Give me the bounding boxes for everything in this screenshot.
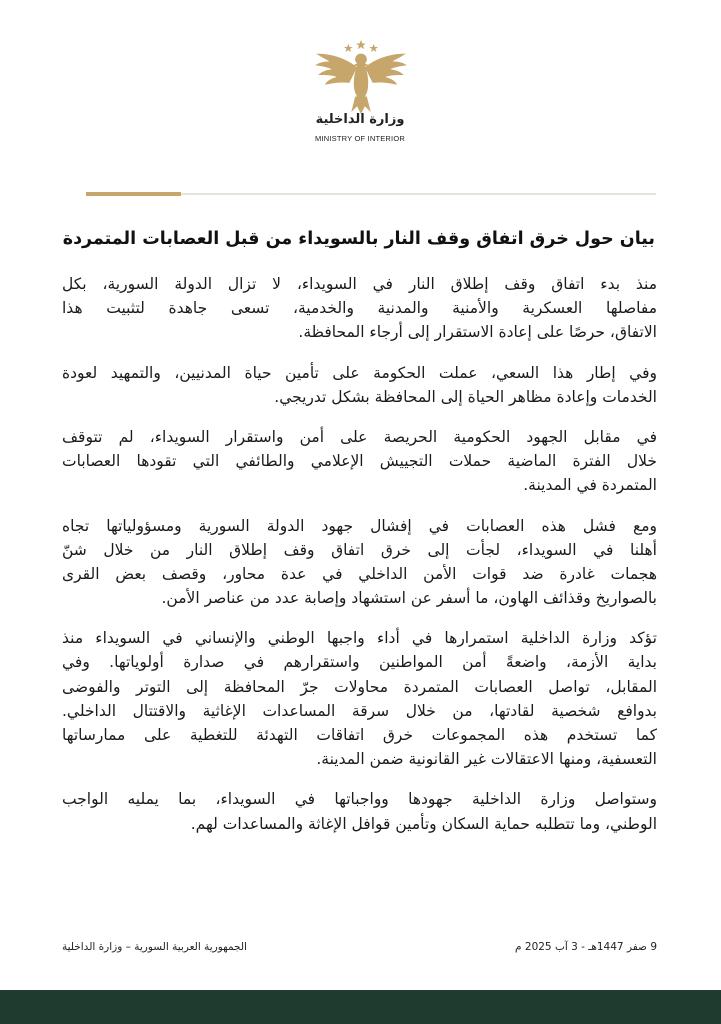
paragraph-line: المتمردة في المدينة. xyxy=(523,476,657,495)
ministry-name-arabic: وزارة الداخلية xyxy=(315,112,405,127)
statement-paragraph xyxy=(62,787,657,835)
ministry-name-english: MINISTRY OF INTERIOR xyxy=(315,134,405,143)
paragraph-line: التعسفية، ومنها الاعتقالات غير القانونية ضمن المدينة. xyxy=(316,750,657,769)
statement-title: بيان حول خرق اتفاق وقف النار بالسويداء من قبل العصابات المتمردة xyxy=(62,229,655,249)
statement-body xyxy=(62,272,657,852)
paragraph-line: الخدمات وإعادة مظاهر الحياة إلى المحافظة بشكل تدريجي. xyxy=(274,387,657,406)
paragraph-line: وستواصل وزارة الداخلية جهودها وواجباتها في السويداء، بما يمليه الواجب xyxy=(62,790,657,809)
statement-paragraph xyxy=(62,626,657,771)
footer-issuer: الجمهورية العربية السورية – وزارة الداخلية xyxy=(62,941,247,953)
statement-paragraph xyxy=(62,514,657,611)
paragraph-line: أهلنا في السويداء، لجأت إلى خرق اتفاق وقف إطلاق النار من خلال شنّ xyxy=(62,540,657,559)
statement-paragraph xyxy=(62,272,657,345)
paragraph-line: خلال الفترة الماضية حملات التجييش الإعلامي والطائفي التي تقودها العصابات xyxy=(62,452,657,471)
paragraph-line: بدوافع شخصية لقادتها، من خلال سرقة المساعدات الإغاثية والاقتتال الداخلي. xyxy=(62,701,657,720)
paragraph-line: الاتفاق، حرصًا على إعادة الاستقرار إلى أرجاء المحافظة. xyxy=(298,323,657,342)
paragraph-line: الوطني، وما تتطلبه حماية السكان وتأمين قوافل الإغاثة والمساعدات لهم. xyxy=(190,814,657,833)
paragraph-line: في مقابل الجهود الحكومية الحريصة على أمن واستقرار السويداء، لم تتوقف xyxy=(62,427,657,446)
golden-eagle-emblem-icon xyxy=(312,38,410,116)
paragraph-line: وفي إطار هذا السعي، عملت الحكومة على تأمين حياة المدنيين، والتمهيد لعودة xyxy=(62,363,657,382)
paragraph-line: مفاصلها العسكرية والأمنية والمدنية والخدمية، تسعى جاهدة لتثبيت هذا xyxy=(62,299,657,318)
paragraph-line: هجمات غادرة ضد قوات الأمن الداخلي في عدة محاور، وقصف بعض القرى xyxy=(62,564,657,583)
paragraph-line: منذ بدء اتفاق وقف إطلاق النار في السويداء، لا تزال الدولة السورية، بكل xyxy=(62,275,657,293)
footer-date: 9 صفر 1447هـ - 3 آب 2025 م xyxy=(515,941,657,953)
header-divider-accent xyxy=(86,192,181,196)
statement-paragraph xyxy=(62,361,657,409)
footer-band xyxy=(0,990,721,1024)
paragraph-line: بداية الأزمة، واضعةً أمن المواطنين واستقرارهم في صدارة أولوياتها. وفي xyxy=(62,653,657,672)
statement-paragraph xyxy=(62,425,657,498)
paragraph-line: تؤكد وزارة الداخلية استمرارها في أداء واجبها الوطني والإنساني في السويداء منذ xyxy=(62,629,657,648)
paragraph-line: ومع فشل هذه العصابات في إفشال جهود الدولة السورية ومسؤولياتها تجاه xyxy=(62,516,657,535)
paragraph-line: كما تستخدم هذه المجموعات خرق اتفاقات التهدئة للتغطية على ممارساتها xyxy=(62,726,657,744)
paragraph-line: المقابل، تواصل العصابات المتمردة محاولات جرّ المحافظة إلى التوتر والفوضى xyxy=(62,677,657,696)
paragraph-line: بالصواريخ وقذائف الهاون، ما أسفر عن استشهاد وإصابة عدد من عناصر الأمن. xyxy=(161,589,657,608)
